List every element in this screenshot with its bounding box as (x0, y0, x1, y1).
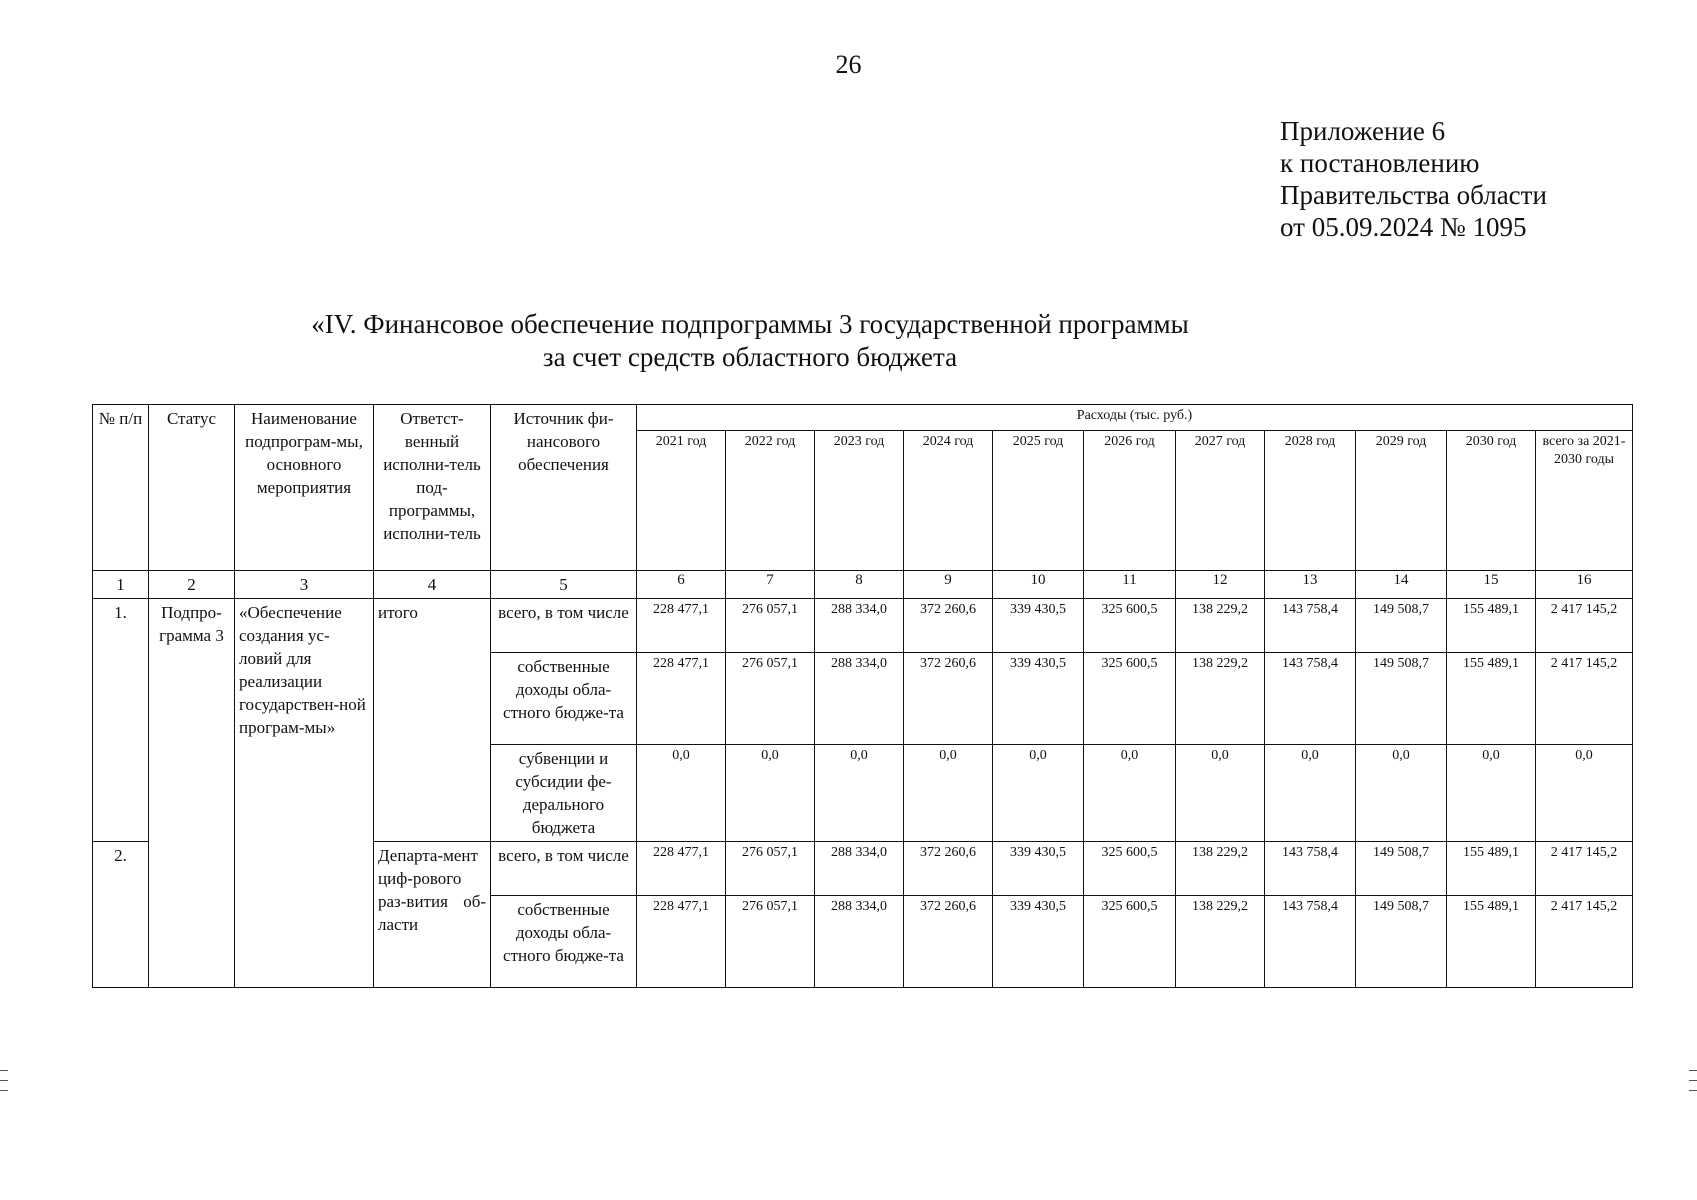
value-cell: 325 600,5 (1084, 599, 1176, 653)
header-row-1 (93, 405, 1633, 431)
value-cell: 149 508,7 (1356, 653, 1447, 745)
row-source: всего, в том числе (491, 599, 637, 653)
appendix-line: Приложение 6 (1280, 116, 1446, 146)
row-status: Подпро-грамма 3 (149, 599, 235, 988)
value-cell: 0,0 (815, 745, 904, 842)
row-source: субвенции и субсидии фе-дерального бюджета (491, 745, 637, 842)
column-number: 10 (993, 571, 1084, 599)
value-cell: 372 260,6 (904, 896, 993, 988)
table-row (93, 599, 1633, 653)
column-number: 12 (1176, 571, 1265, 599)
value-cell: 276 057,1 (726, 896, 815, 988)
header-year: 2024 год (904, 431, 993, 571)
column-number: 5 (491, 571, 637, 599)
header-year: 2022 год (726, 431, 815, 571)
value-cell: 143 758,4 (1265, 599, 1356, 653)
value-cell: 143 758,4 (1265, 896, 1356, 988)
value-cell: 325 600,5 (1084, 653, 1176, 745)
value-cell: 0,0 (1176, 745, 1265, 842)
column-number: 4 (374, 571, 491, 599)
value-cell: 143 758,4 (1265, 842, 1356, 896)
title-line: за счет средств областного бюджета (542, 342, 958, 372)
header-expenses: Расходы (тыс. руб.) (637, 405, 1633, 431)
row-source: всего, в том числе (491, 842, 637, 896)
value-cell: 339 430,5 (993, 599, 1084, 653)
scan-mark (1689, 1080, 1697, 1081)
value-cell: 288 334,0 (815, 599, 904, 653)
header-year: 2029 год (1356, 431, 1447, 571)
value-cell: 339 430,5 (993, 653, 1084, 745)
scan-mark (0, 1090, 8, 1091)
value-cell: 2 417 145,2 (1536, 896, 1633, 988)
value-cell: 149 508,7 (1356, 896, 1447, 988)
value-cell: 0,0 (1084, 745, 1176, 842)
financing-table (92, 404, 1633, 988)
value-cell: 276 057,1 (726, 842, 815, 896)
value-cell: 155 489,1 (1447, 599, 1536, 653)
value-cell: 276 057,1 (726, 599, 815, 653)
column-number: 1 (93, 571, 149, 599)
value-cell: 228 477,1 (637, 599, 726, 653)
header-status: Статус (149, 405, 235, 571)
column-number: 13 (1265, 571, 1356, 599)
row-number: 1. (93, 599, 149, 842)
scan-mark (0, 1070, 8, 1071)
column-number-row (93, 571, 1633, 599)
value-cell: 0,0 (1536, 745, 1633, 842)
value-cell: 288 334,0 (815, 896, 904, 988)
value-cell: 0,0 (993, 745, 1084, 842)
column-number: 8 (815, 571, 904, 599)
header-num: № п/п (93, 405, 149, 571)
scan-mark (1689, 1070, 1697, 1071)
header-name: Наименование подпрограм-мы, основного мероприятия (235, 405, 374, 571)
row-executor: Департа-мент циф-рового раз-вития об-ласти (374, 842, 491, 988)
value-cell: 372 260,6 (904, 842, 993, 896)
value-cell: 138 229,2 (1176, 599, 1265, 653)
value-cell: 372 260,6 (904, 653, 993, 745)
value-cell: 228 477,1 (637, 896, 726, 988)
column-number: 7 (726, 571, 815, 599)
value-cell: 228 477,1 (637, 842, 726, 896)
column-number: 11 (1084, 571, 1176, 599)
column-number: 2 (149, 571, 235, 599)
value-cell: 339 430,5 (993, 842, 1084, 896)
header-year: 2023 год (815, 431, 904, 571)
column-number: 16 (1536, 571, 1633, 599)
value-cell: 288 334,0 (815, 842, 904, 896)
appendix-line: Правительства области (1280, 180, 1547, 210)
value-cell: 0,0 (637, 745, 726, 842)
value-cell: 149 508,7 (1356, 842, 1447, 896)
value-cell: 138 229,2 (1176, 842, 1265, 896)
value-cell: 325 600,5 (1084, 842, 1176, 896)
page-number: 26 (835, 50, 862, 79)
appendix-line: от 05.09.2024 № 1095 (1280, 212, 1527, 242)
value-cell: 0,0 (1265, 745, 1356, 842)
value-cell: 155 489,1 (1447, 653, 1536, 745)
document-title (0, 308, 1500, 374)
header-year: 2026 год (1084, 431, 1176, 571)
value-cell: 2 417 145,2 (1536, 599, 1633, 653)
column-number: 6 (637, 571, 726, 599)
appendix-block (1280, 115, 1547, 243)
value-cell: 372 260,6 (904, 599, 993, 653)
value-cell: 325 600,5 (1084, 896, 1176, 988)
header-source: Источник фи-нансового обеспечения (491, 405, 637, 571)
scan-mark (0, 1080, 8, 1081)
value-cell: 149 508,7 (1356, 599, 1447, 653)
header-year: 2028 год (1265, 431, 1356, 571)
value-cell: 0,0 (726, 745, 815, 842)
column-number: 14 (1356, 571, 1447, 599)
title-line: «IV. Финансовое обеспечение подпрограммы 3 государственной программы (311, 309, 1189, 339)
value-cell: 155 489,1 (1447, 842, 1536, 896)
header-executor: Ответст-венный исполни-тель под-программы, исполни-тель (374, 405, 491, 571)
row-source: собственные доходы обла-стного бюдже-та (491, 653, 637, 745)
scan-mark (1689, 1090, 1697, 1091)
header-year: 2030 год (1447, 431, 1536, 571)
value-cell: 143 758,4 (1265, 653, 1356, 745)
row-name: «Обеспечение создания ус-ловий для реализации государствен-ной програм-мы» (235, 599, 374, 988)
header-year: 2021 год (637, 431, 726, 571)
value-cell: 288 334,0 (815, 653, 904, 745)
value-cell: 0,0 (1447, 745, 1536, 842)
value-cell: 2 417 145,2 (1536, 842, 1633, 896)
value-cell: 2 417 145,2 (1536, 653, 1633, 745)
column-number: 15 (1447, 571, 1536, 599)
header-year: 2025 год (993, 431, 1084, 571)
value-cell: 138 229,2 (1176, 653, 1265, 745)
column-number: 9 (904, 571, 993, 599)
header-year: 2027 год (1176, 431, 1265, 571)
appendix-line: к постановлению (1280, 148, 1480, 178)
value-cell: 155 489,1 (1447, 896, 1536, 988)
value-cell: 276 057,1 (726, 653, 815, 745)
row-number: 2. (93, 842, 149, 988)
row-source: собственные доходы обла-стного бюдже-та (491, 896, 637, 988)
value-cell: 339 430,5 (993, 896, 1084, 988)
header-total: всего за 2021-2030 годы (1536, 431, 1633, 571)
row-executor: итого (374, 599, 491, 842)
value-cell: 138 229,2 (1176, 896, 1265, 988)
value-cell: 228 477,1 (637, 653, 726, 745)
column-number: 3 (235, 571, 374, 599)
value-cell: 0,0 (904, 745, 993, 842)
value-cell: 0,0 (1356, 745, 1447, 842)
